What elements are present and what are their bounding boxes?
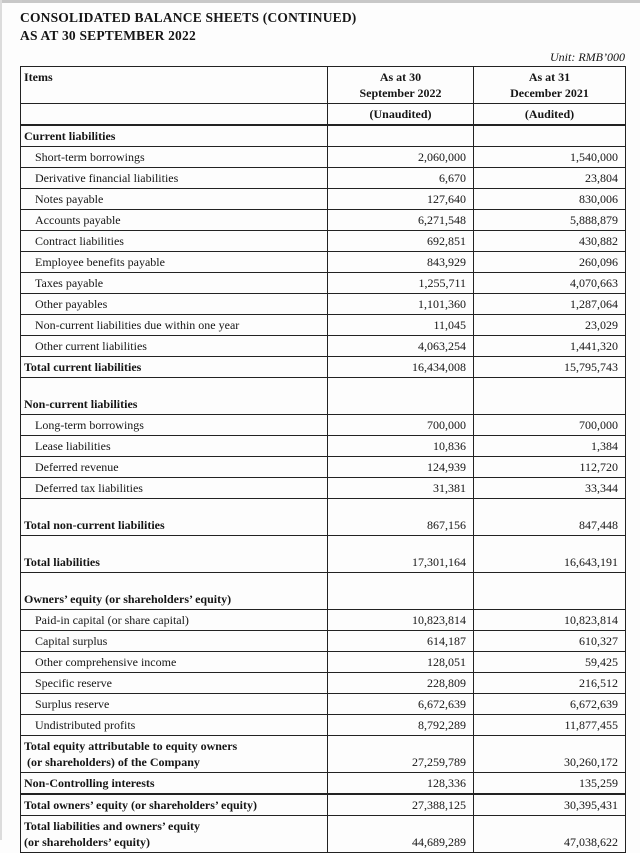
header-col-dec-2021-line1: As at 31 — [528, 70, 571, 84]
document-title-line2: AS AT 30 SEPTEMBER 2022 — [20, 28, 196, 43]
table-row-specific-reserve — [21, 673, 626, 694]
table-row-current-liabilities-section — [21, 125, 626, 147]
other-comprehensive-income-label: Other comprehensive income — [21, 652, 328, 673]
header-col-sep-2022-line1: As at 30 — [379, 70, 422, 84]
short-term-borrowings-value-sep-2022: 2,060,000 — [328, 147, 474, 168]
total-liabilities-and-owners-equity-value-dec-2021: 47,038,622 — [474, 816, 626, 853]
document-title-line1: CONSOLIDATED BALANCE SHEETS (CONTINUED) — [20, 10, 357, 25]
total-owners-equity-value-sep-2022: 27,388,125 — [328, 794, 474, 816]
long-term-borrowings-value-dec-2021: 700,000 — [474, 415, 626, 436]
other-comprehensive-income-value-dec-2021: 59,425 — [474, 652, 626, 673]
scan-edge-top — [0, 0, 640, 3]
accounts-payable-label: Accounts payable — [21, 210, 328, 231]
header-unaudited: (Unaudited) — [328, 104, 474, 126]
total-liabilities-label: Total liabilities — [21, 536, 328, 573]
capital-surplus-label: Capital surplus — [21, 631, 328, 652]
employee-benefits-payable-label: Employee benefits payable — [21, 252, 328, 273]
non-current-liabilities-due-within-one-year-label: Non-current liabilities due within one year — [21, 315, 328, 336]
non-current-liabilities-due-within-one-year-value-dec-2021: 23,029 — [474, 315, 626, 336]
total-equity-attributable-to-equity-owners-value-dec-2021: 30,260,172 — [474, 736, 626, 773]
deferred-tax-liabilities-value-sep-2022: 31,381 — [328, 478, 474, 499]
table-row-non-current-liabilities-due-within-one-year — [21, 315, 626, 336]
deferred-tax-liabilities-value-dec-2021: 33,344 — [474, 478, 626, 499]
header-col-dec-2021 — [474, 67, 626, 104]
table-row-total-liabilities — [21, 536, 626, 573]
header-col-dec-2021-line2: December 2021 — [510, 86, 589, 100]
owners-equity-section-value-dec-2021 — [474, 573, 626, 610]
header-row-main — [21, 67, 626, 104]
other-current-liabilities-value-dec-2021: 1,441,320 — [474, 336, 626, 357]
derivative-financial-liabilities-value-sep-2022: 6,670 — [328, 168, 474, 189]
header-col-sep-2022-line2: September 2022 — [359, 86, 442, 100]
table-row-short-term-borrowings — [21, 147, 626, 168]
total-current-liabilities-value-dec-2021: 15,795,743 — [474, 357, 626, 378]
specific-reserve-label: Specific reserve — [21, 673, 328, 694]
table-row-derivative-financial-liabilities — [21, 168, 626, 189]
table-header — [21, 67, 626, 126]
surplus-reserve-value-dec-2021: 6,672,639 — [474, 694, 626, 715]
deferred-revenue-value-dec-2021: 112,720 — [474, 457, 626, 478]
header-items-empty — [21, 104, 328, 126]
undistributed-profits-label: Undistributed profits — [21, 715, 328, 736]
balance-sheet-table — [20, 66, 626, 853]
notes-payable-value-sep-2022: 127,640 — [328, 189, 474, 210]
total-owners-equity-value-dec-2021: 30,395,431 — [474, 794, 626, 816]
non-current-liabilities-section-value-sep-2022 — [328, 378, 474, 415]
total-current-liabilities-label: Total current liabilities — [21, 357, 328, 378]
table-row-long-term-borrowings — [21, 415, 626, 436]
accounts-payable-value-dec-2021: 5,888,879 — [474, 210, 626, 231]
table-row-lease-liabilities — [21, 436, 626, 457]
owners-equity-section-value-sep-2022 — [328, 573, 474, 610]
non-controlling-interests-value-sep-2022: 128,336 — [328, 773, 474, 795]
long-term-borrowings-label: Long-term borrowings — [21, 415, 328, 436]
total-current-liabilities-value-sep-2022: 16,434,008 — [328, 357, 474, 378]
short-term-borrowings-label: Short-term borrowings — [21, 147, 328, 168]
non-controlling-interests-label: Non-Controlling interests — [21, 773, 328, 795]
lease-liabilities-label: Lease liabilities — [21, 436, 328, 457]
lease-liabilities-value-sep-2022: 10,836 — [328, 436, 474, 457]
table-row-other-payables — [21, 294, 626, 315]
accounts-payable-value-sep-2022: 6,271,548 — [328, 210, 474, 231]
table-row-other-current-liabilities — [21, 336, 626, 357]
total-liabilities-value-dec-2021: 16,643,191 — [474, 536, 626, 573]
table-row-contract-liabilities — [21, 231, 626, 252]
table-row-surplus-reserve — [21, 694, 626, 715]
balance-sheet-body — [21, 125, 626, 853]
total-non-current-liabilities-label: Total non-current liabilities — [21, 499, 328, 536]
derivative-financial-liabilities-value-dec-2021: 23,804 — [474, 168, 626, 189]
table-row-deferred-revenue — [21, 457, 626, 478]
table-row-total-current-liabilities — [21, 357, 626, 378]
table-row-total-owners-equity — [21, 794, 626, 816]
total-non-current-liabilities-value-dec-2021: 847,448 — [474, 499, 626, 536]
other-current-liabilities-label: Other current liabilities — [21, 336, 328, 357]
taxes-payable-value-dec-2021: 4,070,663 — [474, 273, 626, 294]
undistributed-profits-value-dec-2021: 11,877,455 — [474, 715, 626, 736]
table-row-undistributed-profits — [21, 715, 626, 736]
header-col-sep-2022 — [328, 67, 474, 104]
table-row-non-current-liabilities-section — [21, 378, 626, 415]
table-row-total-equity-attributable-to-equity-owners — [21, 736, 626, 773]
total-liabilities-value-sep-2022: 17,301,164 — [328, 536, 474, 573]
paid-in-capital-value-sep-2022: 10,823,814 — [328, 610, 474, 631]
header-items: Items — [21, 67, 328, 104]
taxes-payable-label: Taxes payable — [21, 273, 328, 294]
contract-liabilities-value-sep-2022: 692,851 — [328, 231, 474, 252]
unit-note: Unit: RMB’000 — [550, 50, 625, 64]
paid-in-capital-value-dec-2021: 10,823,814 — [474, 610, 626, 631]
table-row-total-non-current-liabilities — [21, 499, 626, 536]
table-row-non-controlling-interests — [21, 773, 626, 795]
undistributed-profits-value-sep-2022: 8,792,289 — [328, 715, 474, 736]
current-liabilities-section-value-dec-2021 — [474, 125, 626, 147]
specific-reserve-value-dec-2021: 216,512 — [474, 673, 626, 694]
table-row-employee-benefits-payable — [21, 252, 626, 273]
table-row-paid-in-capital — [21, 610, 626, 631]
total-equity-attributable-to-equity-owners-label: Total equity attributable to equity owners (or shareholders) of the Company — [21, 736, 328, 773]
current-liabilities-section-value-sep-2022 — [328, 125, 474, 147]
table-row-other-comprehensive-income — [21, 652, 626, 673]
capital-surplus-value-sep-2022: 614,187 — [328, 631, 474, 652]
deferred-revenue-label: Deferred revenue — [21, 457, 328, 478]
capital-surplus-value-dec-2021: 610,327 — [474, 631, 626, 652]
owners-equity-section-label: Owners’ equity (or shareholders’ equity) — [21, 573, 328, 610]
deferred-revenue-value-sep-2022: 124,939 — [328, 457, 474, 478]
table-row-total-liabilities-and-owners-equity — [21, 816, 626, 853]
deferred-tax-liabilities-label: Deferred tax liabilities — [21, 478, 328, 499]
total-owners-equity-label: Total owners’ equity (or shareholders’ equity) — [21, 794, 328, 816]
contract-liabilities-label: Contract liabilities — [21, 231, 328, 252]
table-row-notes-payable — [21, 189, 626, 210]
table-row-taxes-payable — [21, 273, 626, 294]
document-title — [20, 9, 640, 45]
derivative-financial-liabilities-label: Derivative financial liabilities — [21, 168, 328, 189]
current-liabilities-section-label: Current liabilities — [21, 125, 328, 147]
total-liabilities-and-owners-equity-value-sep-2022: 44,689,289 — [328, 816, 474, 853]
other-payables-value-dec-2021: 1,287,064 — [474, 294, 626, 315]
non-current-liabilities-section-value-dec-2021 — [474, 378, 626, 415]
total-liabilities-and-owners-equity-label: Total liabilities and owners’ equity (or shareholders’ equity) — [21, 816, 328, 853]
table-row-deferred-tax-liabilities — [21, 478, 626, 499]
table-row-accounts-payable — [21, 210, 626, 231]
other-comprehensive-income-value-sep-2022: 128,051 — [328, 652, 474, 673]
non-current-liabilities-due-within-one-year-value-sep-2022: 11,045 — [328, 315, 474, 336]
employee-benefits-payable-value-sep-2022: 843,929 — [328, 252, 474, 273]
table-row-owners-equity-section — [21, 573, 626, 610]
header-row-sub — [21, 104, 626, 126]
non-controlling-interests-value-dec-2021: 135,259 — [474, 773, 626, 795]
taxes-payable-value-sep-2022: 1,255,711 — [328, 273, 474, 294]
non-current-liabilities-section-label: Non-current liabilities — [21, 378, 328, 415]
surplus-reserve-value-sep-2022: 6,672,639 — [328, 694, 474, 715]
other-current-liabilities-value-sep-2022: 4,063,254 — [328, 336, 474, 357]
notes-payable-label: Notes payable — [21, 189, 328, 210]
long-term-borrowings-value-sep-2022: 700,000 — [328, 415, 474, 436]
table-row-capital-surplus — [21, 631, 626, 652]
contract-liabilities-value-dec-2021: 430,882 — [474, 231, 626, 252]
lease-liabilities-value-dec-2021: 1,384 — [474, 436, 626, 457]
header-audited: (Audited) — [474, 104, 626, 126]
paid-in-capital-label: Paid-in capital (or share capital) — [21, 610, 328, 631]
employee-benefits-payable-value-dec-2021: 260,096 — [474, 252, 626, 273]
scan-edge-left — [0, 0, 2, 840]
total-equity-attributable-to-equity-owners-value-sep-2022: 27,259,789 — [328, 736, 474, 773]
surplus-reserve-label: Surplus reserve — [21, 694, 328, 715]
notes-payable-value-dec-2021: 830,006 — [474, 189, 626, 210]
specific-reserve-value-sep-2022: 228,809 — [328, 673, 474, 694]
other-payables-value-sep-2022: 1,101,360 — [328, 294, 474, 315]
total-non-current-liabilities-value-sep-2022: 867,156 — [328, 499, 474, 536]
other-payables-label: Other payables — [21, 294, 328, 315]
short-term-borrowings-value-dec-2021: 1,540,000 — [474, 147, 626, 168]
